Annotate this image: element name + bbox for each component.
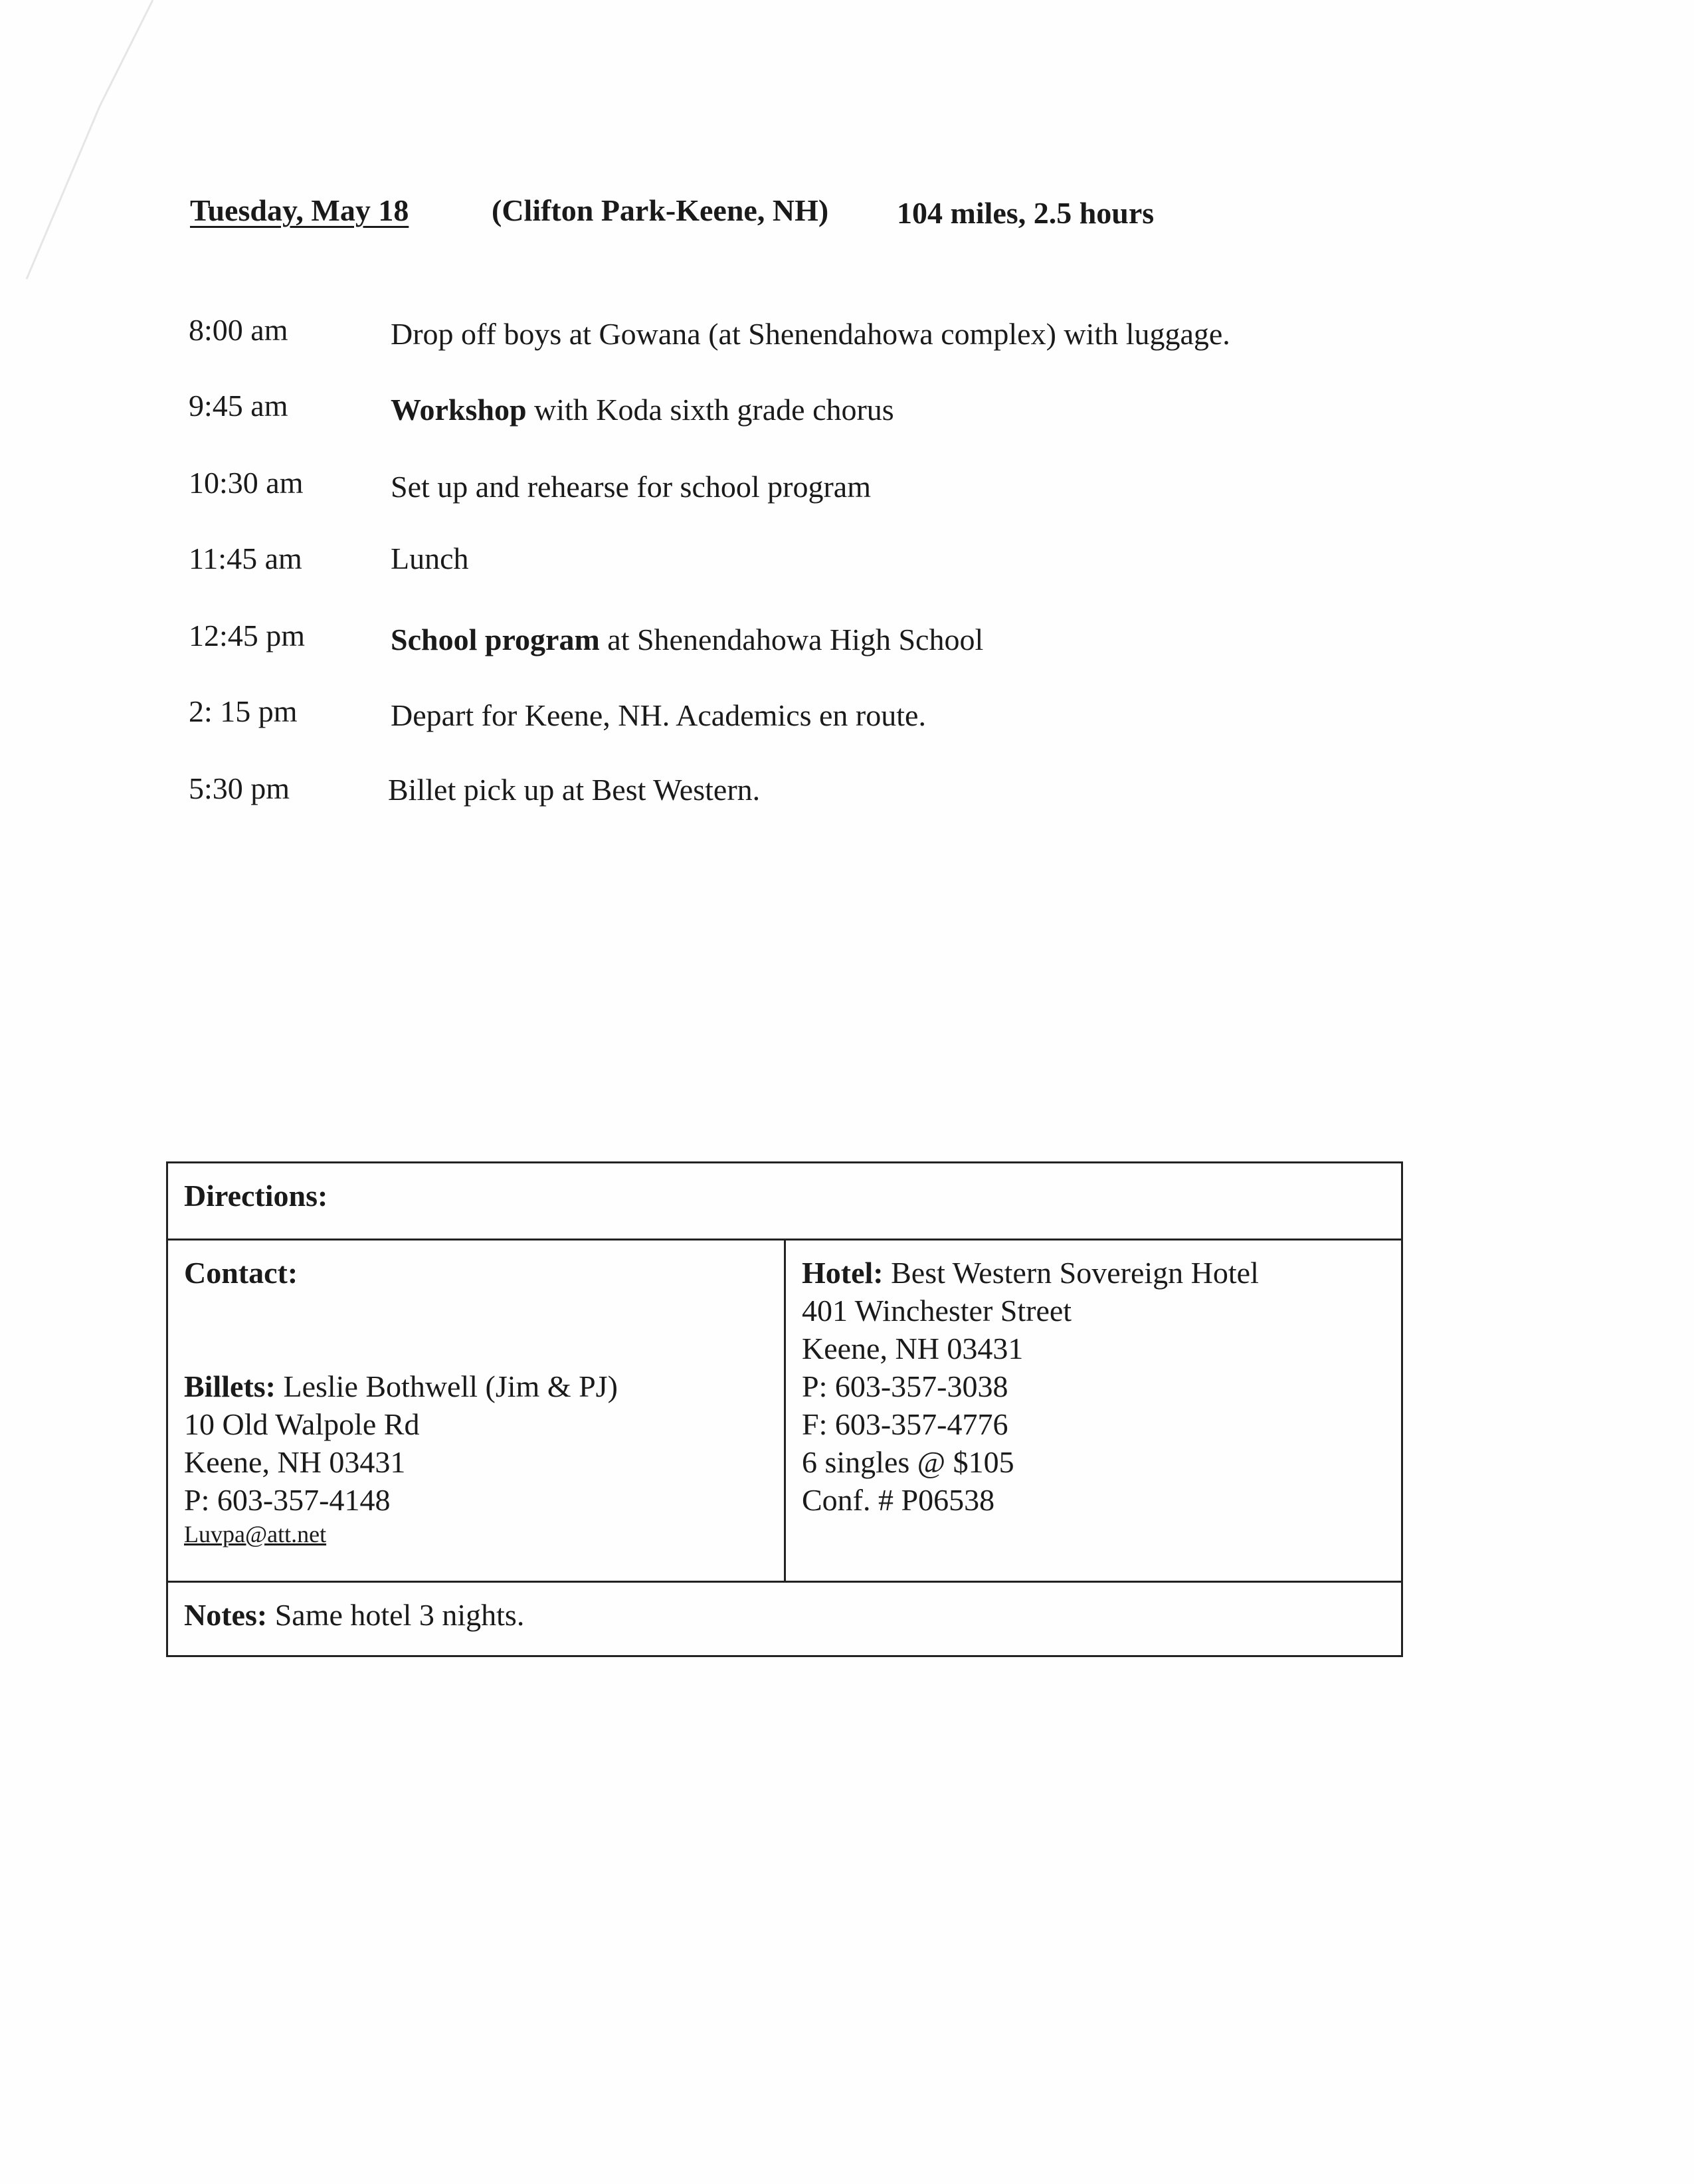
hotel-confirmation: Conf. # P06538: [802, 1483, 995, 1517]
schedule-time: 12:45 pm: [189, 619, 306, 652]
notes-line: [184, 1596, 1385, 1634]
notes-label: Notes:: [184, 1598, 268, 1632]
hotel-address-2: Keene, NH 03431: [802, 1332, 1024, 1365]
contact-cell: [168, 1241, 786, 1581]
billets-line: [184, 1367, 768, 1405]
hotel-cell: [786, 1241, 1401, 1581]
schedule-activity: [391, 316, 1230, 351]
schedule-time: 11:45 am: [189, 542, 302, 575]
schedule-time: 5:30 pm: [189, 771, 290, 805]
schedule-activity-bold: School program: [391, 623, 600, 656]
schedule-activity: [391, 622, 983, 657]
hotel-name: Best Western Sovereign Hotel: [883, 1256, 1259, 1290]
schedule-activity-text: at Shenendahowa High School: [599, 623, 984, 656]
billets-label: Billets:: [184, 1369, 276, 1403]
trip-info-table: [166, 1161, 1403, 1657]
schedule-activity-text: Billet pick up at Best Western.: [388, 773, 761, 807]
billets-phone: P: 603-357-4148: [184, 1483, 391, 1517]
schedule-activity-text: Set up and rehearse for school program: [391, 470, 871, 504]
schedule-time: 10:30 am: [189, 466, 304, 500]
schedule-activity-text: Drop off boys at Gowana (at Shenendahowa complex) with luggage.: [391, 317, 1230, 351]
hotel-phone: P: 603-357-3038: [802, 1369, 1008, 1403]
schedule-activity-text: Depart for Keene, NH. Academics en route.: [391, 698, 926, 732]
schedule-activity: [391, 698, 926, 733]
billets-email-link[interactable]: Luvpa@att.net: [184, 1521, 327, 1547]
hotel-rooms: 6 singles @ $105: [802, 1445, 1014, 1479]
hotel-fax: F: 603-357-4776: [802, 1407, 1008, 1441]
schedule-activity: [388, 772, 760, 807]
hotel-label: Hotel:: [802, 1256, 884, 1290]
schedule-time: 9:45 am: [189, 389, 288, 423]
day-distance: 104 miles, 2.5 hours: [897, 196, 1155, 230]
schedule-activity-bold: Workshop: [391, 393, 527, 427]
schedule-activity-text: Lunch: [391, 542, 469, 575]
hotel-address-1: 401 Winchester Street: [802, 1294, 1072, 1328]
schedule-activity-text: with Koda sixth grade chorus: [526, 393, 894, 427]
day-route: (Clifton Park-Keene, NH): [492, 193, 829, 227]
directions-label: Directions:: [184, 1179, 328, 1213]
schedule-time: 2: 15 pm: [189, 694, 298, 728]
schedule-activity: [391, 392, 894, 427]
notes-cell: [168, 1581, 1401, 1655]
day-header: [190, 193, 1155, 230]
day-date: Tuesday, May 18: [190, 193, 409, 227]
schedule-time: 8:00 am: [189, 313, 288, 347]
schedule-activity: [391, 541, 469, 576]
schedule-activity: [391, 469, 871, 504]
hotel-line: [802, 1254, 1385, 1292]
billets-address-1: 10 Old Walpole Rd: [184, 1407, 420, 1441]
billets-address-2: Keene, NH 03431: [184, 1445, 406, 1479]
directions-cell: [168, 1163, 1401, 1241]
billets-name: Leslie Bothwell (Jim & PJ): [275, 1369, 618, 1403]
notes-text: Same hotel 3 nights.: [267, 1598, 525, 1632]
contact-label: Contact:: [184, 1256, 298, 1290]
